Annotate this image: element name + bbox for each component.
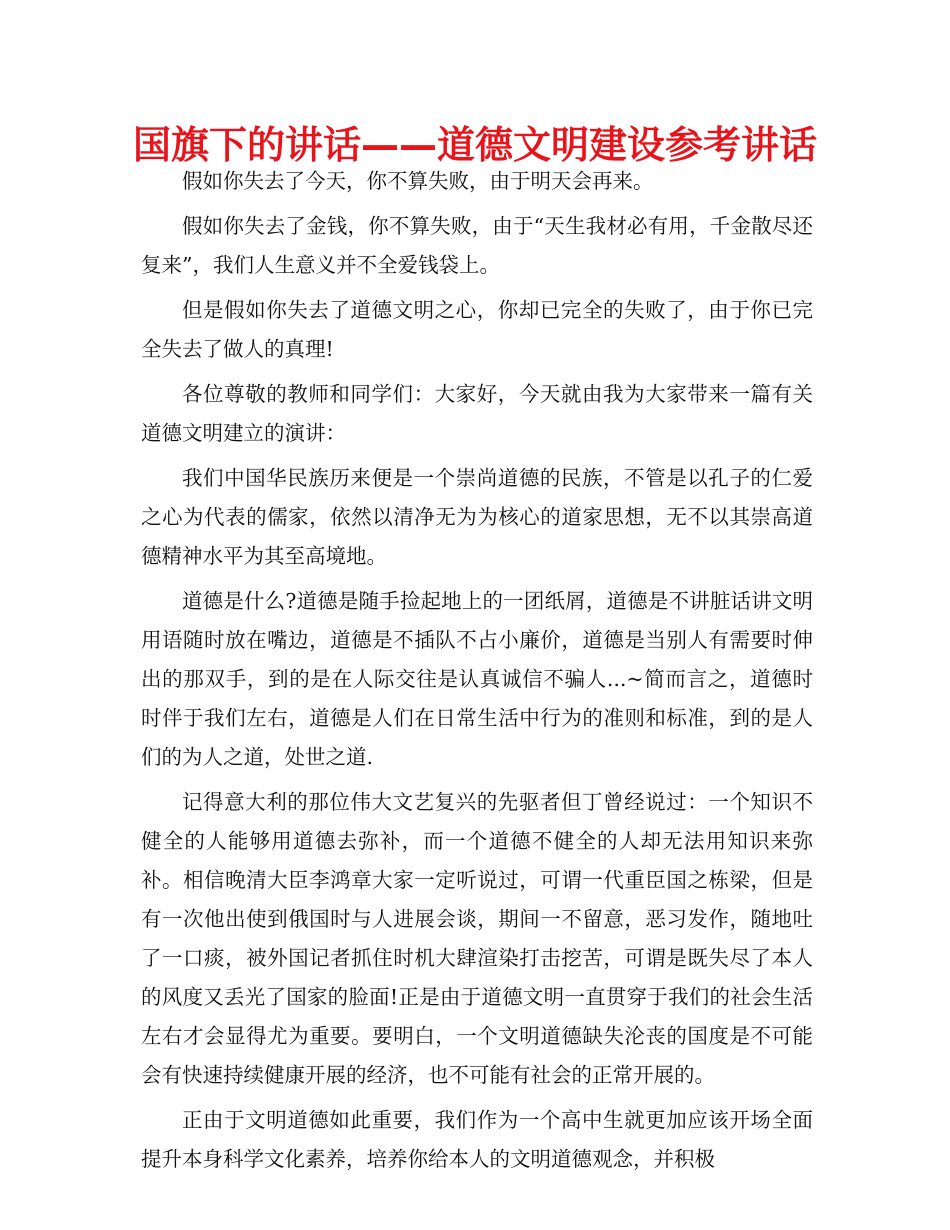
paragraph: 但是假如你失去了道德文明之心，你却已完全的失败了，由于你已完全失去了做人的真理! bbox=[141, 298, 813, 361]
document-title: 国旗下的讲话——道德文明建设参考讲话 bbox=[132, 123, 817, 167]
paragraph: 记得意大利的那位伟大文艺复兴的先驱者但丁曾经说过：一个知识不健全的人能够用道德去弥补，而一个道德不健全的人却无法用知识来弥补。相信晚清大臣李鸿章大家一定听说过，可谓一代重臣国之栋梁，但是有一次他出使到俄国时与人进展会谈，期间一不留意，恶习发作，随地吐了一口痰，被外国记者抓住时机大肆渲染打击挖苦，可谓是既失尽了本人的风度又丢光了国家的脸面!正是由于道德文明一直贯穿于我们的社会生活左右才会显得尤为重要。要明白，一个文明道德缺失沦丧的国度是不可能会有快速持续健康开展的经济，也不可能有社会的正常开展的。 bbox=[141, 790, 813, 1087]
document-body bbox=[141, 162, 813, 1185]
paragraph: 各位尊敬的教师和同学们：大家好，今天就由我为大家带来一篇有关道德文明建立的演讲： bbox=[141, 382, 813, 445]
paragraph: 正由于文明道德如此重要，我们作为一个高中生就更加应该开场全面提升本身科学文化素养，培养你给本人的文明道德观念，并积极 bbox=[141, 1108, 813, 1171]
paragraph: 道德是什么?道德是随手捡起地上的一团纸屑，道德是不讲脏话讲文明用语随时放在嘴边，道德是不插队不占小廉价，道德是当别人有需要时伸出的那双手，到的是在人际交往是认真诚信不骗人...~简而言之，道德时时伴于我们左右，道德是人们在日常生活中行为的准则和标准，到的是人们的为人之道，处世之道. bbox=[141, 589, 813, 769]
paragraph: 我们中国华民族历来便是一个崇尚道德的民族，不管是以孔子的仁爱之心为代表的儒家，依然以清净无为为核心的道家思想，无不以其崇高道德精神水平为其至高境地。 bbox=[141, 466, 813, 568]
paragraph: 假如你失去了今天，你不算失败，由于明天会再来。 bbox=[182, 169, 654, 193]
paragraph: 假如你失去了金钱，你不算失败，由于“天生我材必有用，千金散尽还复来”，我们人生意义并不全爱钱袋上。 bbox=[141, 214, 813, 277]
